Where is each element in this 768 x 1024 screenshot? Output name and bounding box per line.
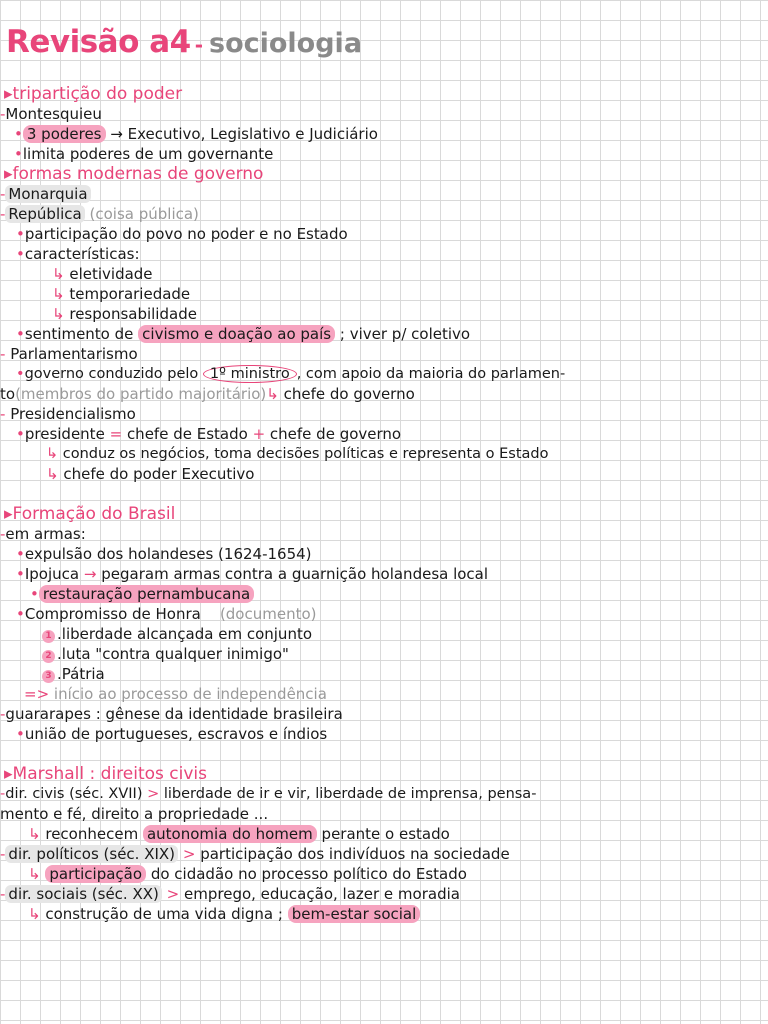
arrow-icon: ↳ [28, 865, 41, 883]
note-sentimento: •sentimento de civismo e doação ao país ; viver p/ coletivo [16, 325, 471, 343]
triangle-bullet-icon: ▸ [4, 504, 13, 524]
arrow-icon: ↳ [52, 285, 65, 303]
arrow-icon: ↳ [46, 446, 59, 462]
note-parlamentarismo: - Parlamentarismo [0, 345, 138, 363]
note-restauracao: • restauração pernambucana [30, 584, 254, 604]
note-governo-conduzido: •governo conduzido pelo 1º ministro , com apoio da maioria do parlamen- [16, 366, 566, 382]
note-monarquia: - Monarquia [0, 184, 91, 204]
number-badge-1: 1 [42, 630, 55, 643]
triangle-bullet-icon: ▸ [4, 84, 13, 104]
note-dir-sociais: - dir. sociais (séc. XX) > emprego, educação, lazer e moradia [0, 885, 460, 903]
section-heading-formacao: ▸Formação do Brasil [4, 504, 176, 524]
list-item-patria: 3 .Pátria [42, 664, 105, 684]
note-presidencialismo: - Presidencialismo [0, 405, 136, 423]
title-separator: - [194, 33, 203, 57]
note-poderes: • 3 poderes → Executivo, Legislativo e Judiciário [14, 125, 378, 143]
note-participacao: •participação do povo no poder e no Estado [16, 225, 348, 243]
note-reconhecem: ↳ reconhecem autonomia do homem perante o estado [28, 825, 450, 843]
note-participacao-cidadao: ↳ participação do cidadão no processo político do Estado [28, 865, 467, 883]
list-item-eletividade: ↳ eletividade [52, 265, 153, 283]
arrow-icon: ↳ [46, 465, 59, 483]
note-expulsao: •expulsão dos holandeses (1624-1654) [16, 545, 312, 563]
note-caracteristicas: •características: [16, 245, 140, 263]
arrow-icon: ↳ [52, 305, 65, 323]
list-item-responsabilidade: ↳ responsabilidade [52, 305, 197, 323]
list-item-temporariedade: ↳ temporariedade [52, 285, 191, 303]
note-chefe-executivo: ↳ chefe do poder Executivo [46, 465, 255, 483]
note-limita: •limita poderes de um governante [14, 145, 274, 163]
note-dir-civis: -dir. civis (séc. XVII) > liberdade de ir e vir, liberdade de imprensa, pensa- [0, 786, 537, 802]
note-guararapes: -guararapes : gênese da identidade brasileira [0, 705, 343, 723]
note-presidente: •presidente = chefe de Estado + chefe de governo [16, 425, 402, 443]
note-inicio: => início ao processo de independência [24, 685, 327, 703]
section-heading-formas: ▸formas modernas de governo [4, 164, 264, 184]
arrow-icon: ↳ [52, 265, 65, 283]
arrow-icon: ↳ [28, 905, 41, 923]
section-heading-tripartition: ▸tripartição do poder [4, 84, 183, 104]
list-item-liberdade: 1 .liberdade alcançada em conjunto [42, 624, 312, 644]
triangle-bullet-icon: ▸ [4, 764, 13, 784]
title-subject: sociologia [209, 28, 363, 59]
list-item-luta: 2 .luta "contra qualquer inimigo" [42, 644, 289, 664]
title-main: Revisão a4 [6, 24, 191, 60]
note-ipojuca: •Ipojuca → pegaram armas contra a guarnição holandesa local [16, 565, 489, 583]
number-badge-2: 2 [42, 650, 55, 663]
note-republica: - República (coisa pública) [0, 205, 199, 223]
section-heading-marshall: ▸Marshall : direitos civis [4, 764, 208, 784]
note-dir-civis-cont: mento e fé, direito a propriedade ... [0, 805, 269, 823]
arrow-icon: ↳ [28, 825, 41, 843]
note-montesquieu: -Montesquieu [0, 105, 102, 123]
note-compromisso: •Compromisso de Honra (documento) [16, 605, 317, 623]
note-conduz: ↳ conduz os negócios, toma decisões políticas e representa o Estado [46, 446, 549, 462]
note-uniao: •união de portugueses, escravos e índios [16, 725, 328, 743]
note-construcao: ↳ construção de uma vida digna ; bem-estar social [28, 904, 420, 924]
triangle-bullet-icon: ▸ [4, 164, 13, 184]
note-dir-politicos: - dir. políticos (séc. XIX) > participação dos indivíduos na sociedade [0, 845, 510, 863]
note-em-armas: -em armas: [0, 525, 86, 543]
number-badge-3: 3 [42, 670, 55, 683]
note-membros: to(membros do partido majoritário)↳ chefe do governo [0, 385, 415, 403]
page-title [6, 24, 362, 60]
